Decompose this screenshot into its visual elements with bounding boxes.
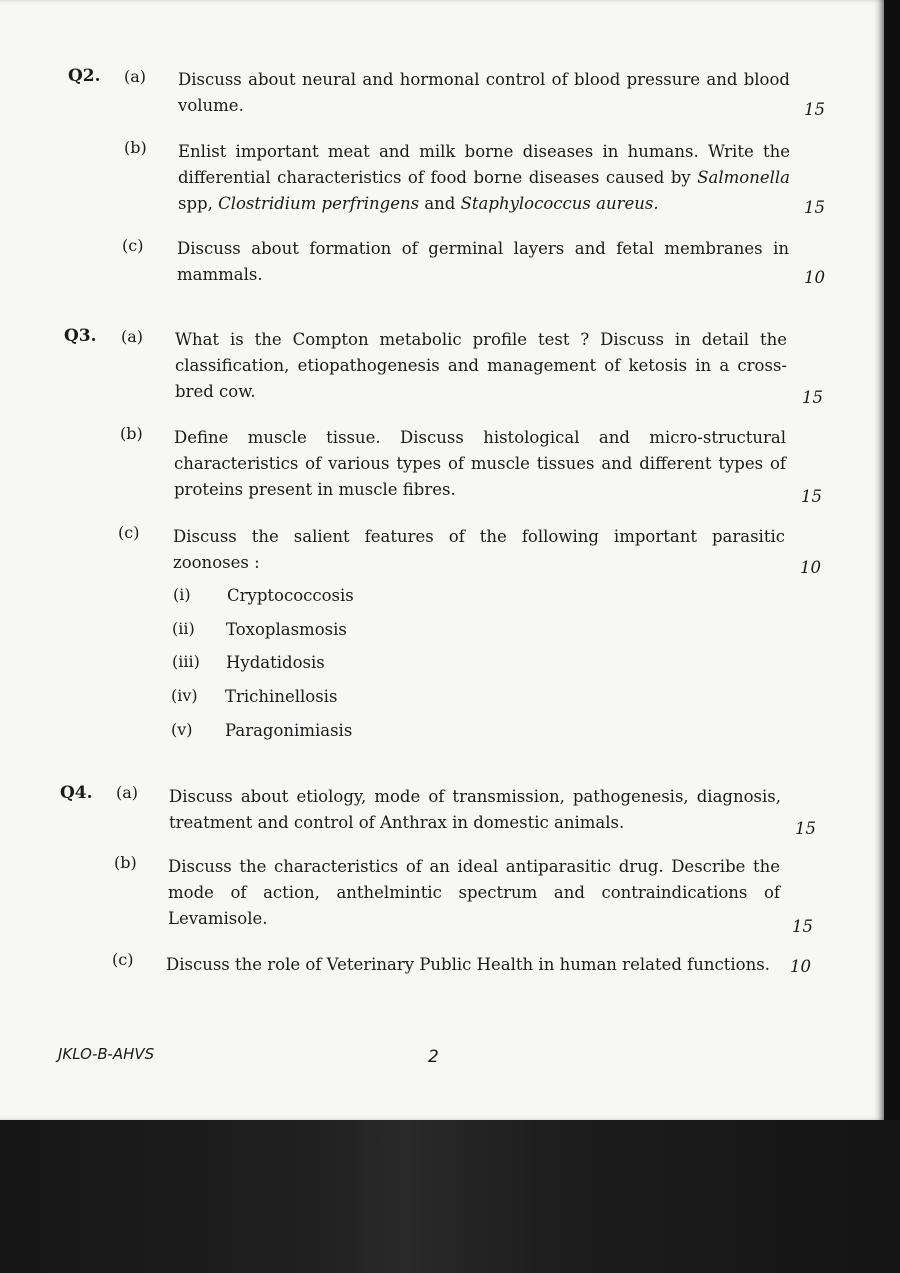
part-label-q3a: (a) <box>121 327 144 346</box>
part-label-q3b: (b) <box>120 424 143 443</box>
question-text-q2a: Discuss about neural and hormonal control of blood pressure and blood volume. <box>178 70 790 115</box>
subitem-label-v: (v) <box>171 720 193 739</box>
question-number-q4: Q4. <box>60 783 93 803</box>
question-number-q3: Q3. <box>64 326 97 346</box>
subitem-label-i: (i) <box>173 585 191 604</box>
paper-code: JKLO-B-AHVS <box>58 1045 155 1063</box>
question-text-q4c: Discuss the role of Veterinary Public Health in human related functions. <box>166 955 770 974</box>
marks-q3b: 15 <box>801 487 822 506</box>
marks-q3c: 10 <box>800 558 821 577</box>
question-text-q4b: Discuss the characteristics of an ideal antiparasitic drug. Describe the mode of action, anthelmintic spectrum and contraindications of Levamisole. <box>168 857 780 928</box>
question-text-q2c: Discuss about formation of germinal layers and fetal membranes in mammals. <box>177 239 789 284</box>
subitem-text-ii: Toxoplasmosis <box>226 620 347 639</box>
question-text-q3b: Define muscle tissue. Discuss histological and micro-structural characteristics of various types of muscle tissues and different types of proteins present in muscle fibres. <box>174 428 786 499</box>
subitem-label-iii: (iii) <box>172 652 200 671</box>
subitem-text-v: Paragonimiasis <box>225 721 353 740</box>
question-text-q4a: Discuss about etiology, mode of transmission, pathogenesis, diagnosis, treatment and control of Anthrax in domestic animals. <box>169 787 781 832</box>
subitem-text-i: Cryptococcosis <box>227 586 354 605</box>
part-label-q4b: (b) <box>114 853 137 872</box>
part-label-q4c: (c) <box>112 950 134 969</box>
marks-q4b: 15 <box>792 917 813 936</box>
question-number-q2: Q2. <box>68 66 101 86</box>
subitem-label-iv: (iv) <box>171 686 198 705</box>
subitem-text-iii: Hydatidosis <box>226 653 325 672</box>
subitem-label-ii: (ii) <box>172 619 195 638</box>
part-label-q2c: (c) <box>122 236 144 255</box>
subitem-text-iv: Trichinellosis <box>225 687 338 706</box>
page-number: 2 <box>428 1047 439 1067</box>
marks-q4a: 15 <box>795 819 816 838</box>
question-text-q3c: Discuss the salient features of the following important parasitic zoonoses : <box>173 527 785 572</box>
marks-q2a: 15 <box>804 100 825 119</box>
part-label-q3c: (c) <box>118 523 140 542</box>
marks-q4c: 10 <box>790 957 811 976</box>
question-text-q2b: Enlist important meat and milk borne diseases in humans. Write the differential characteristics of food borne diseases caused by Salmonella spp, Clostridium perfringens and Staphylococcus aureus. <box>178 142 790 213</box>
part-label-q2a: (a) <box>124 67 147 86</box>
part-label-q4a: (a) <box>116 783 139 802</box>
marks-q3a: 15 <box>802 388 823 407</box>
scan-background <box>0 1120 900 1273</box>
marks-q2c: 10 <box>804 268 825 287</box>
scan-edge <box>884 0 900 1120</box>
marks-q2b: 15 <box>804 198 825 217</box>
part-label-q2b: (b) <box>124 138 147 157</box>
question-text-q3a: What is the Compton metabolic profile test ? Discuss in detail the classification, etiopathogenesis and management of ketosis in a cross-bred cow. <box>175 330 787 401</box>
